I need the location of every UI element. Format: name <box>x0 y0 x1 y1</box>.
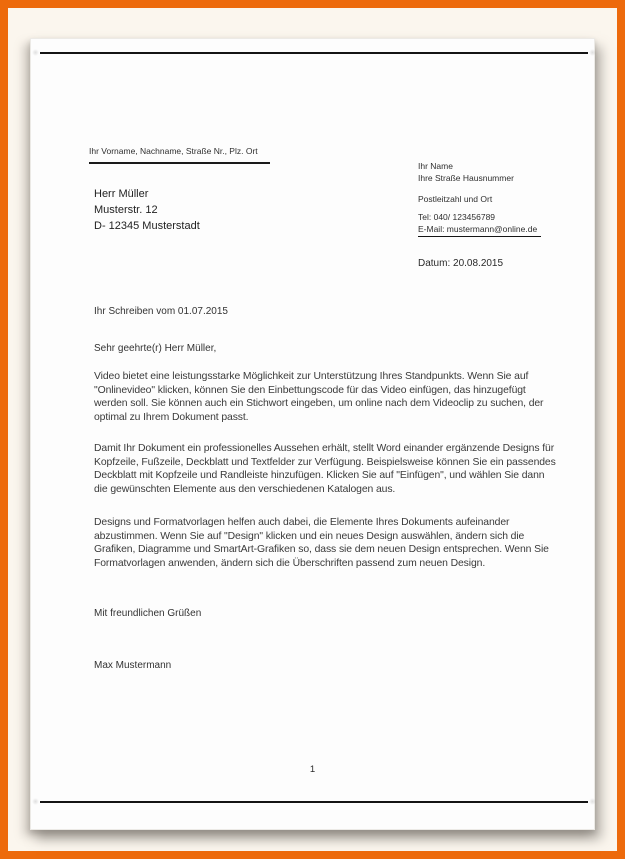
salutation: Sehr geehrte(r) Herr Müller, <box>94 343 217 354</box>
body-paragraph-3: Designs und Formatvorlagen helfen auch dabei, die Elemente Ihres Dokuments aufeinander abzustimmen. Wenn Sie auf "Design" klicken und ein neues Design auswählen, ändern sich die Grafiken, Diagramme und SmartArt-Grafiken so, dass sie dem neuen Design entsprechen. Wenn Sie Formatvorlagen anwenden, ändern sich die Überschriften passend zum neuen Design. <box>94 517 549 570</box>
sender-return-address-line: Ihr Vorname, Nachname, Straße Nr., Plz. Ort <box>89 146 270 164</box>
sender-contact-block <box>418 211 541 237</box>
body-paragraph-2: Damit Ihr Dokument ein professionelles Aussehen erhält, stellt Word einander ergänzende Designs für Kopfzeile, Fußzeile, Deckblatt und Textfelder zur Verfügung. Beispielsweise können Sie ein passendes Deckblatt mit Kopfzeile und Randleiste hinzufügen. Klicken Sie auf "Einfügen", und wählen Sie dann die gewünschten Elemente aus den verschiedenen Katalogen aus. <box>94 443 556 496</box>
sender-email: E-Mail: mustermann@online.de <box>418 224 538 234</box>
page-background-mat <box>8 8 617 851</box>
sender-phone: Tel: 040/ 123456789 <box>418 212 496 222</box>
footer-rule <box>40 801 588 803</box>
recipient-street: Musterstr. 12 <box>94 204 158 216</box>
page-number: 1 <box>309 764 316 775</box>
header-rule <box>40 52 588 54</box>
sender-info-name-block <box>418 160 514 184</box>
letter-page <box>30 38 595 830</box>
recipient-address-block <box>94 186 200 234</box>
body-paragraph-1: Video bietet eine leistungsstarke Möglichkeit zur Unterstützung Ihres Standpunkts. Wenn Sie auf "Onlinevideo" klicken, können Sie den Einbettungscode für das Video einfügen, das hinzugefügt werden soll. Sie können auch ein Stichwort eingeben, um online nach dem Videoclip zu suchen, der optimal zu Ihrem Dokument passt. <box>94 371 544 424</box>
sender-city-placeholder: Postleitzahl und Ort <box>418 194 493 204</box>
sender-street-placeholder: Ihre Straße Hausnummer <box>418 173 514 183</box>
recipient-name: Herr Müller <box>94 188 149 200</box>
signature-name: Max Mustermann <box>94 660 172 671</box>
recipient-city: D- 12345 Musterstadt <box>94 220 200 232</box>
sender-name-placeholder: Ihr Name <box>418 161 453 171</box>
closing-formula: Mit freundlichen Grüßen <box>94 608 202 619</box>
letter-date: Datum: 20.08.2015 <box>418 258 504 269</box>
reference-line: Ihr Schreiben vom 01.07.2015 <box>94 306 228 317</box>
